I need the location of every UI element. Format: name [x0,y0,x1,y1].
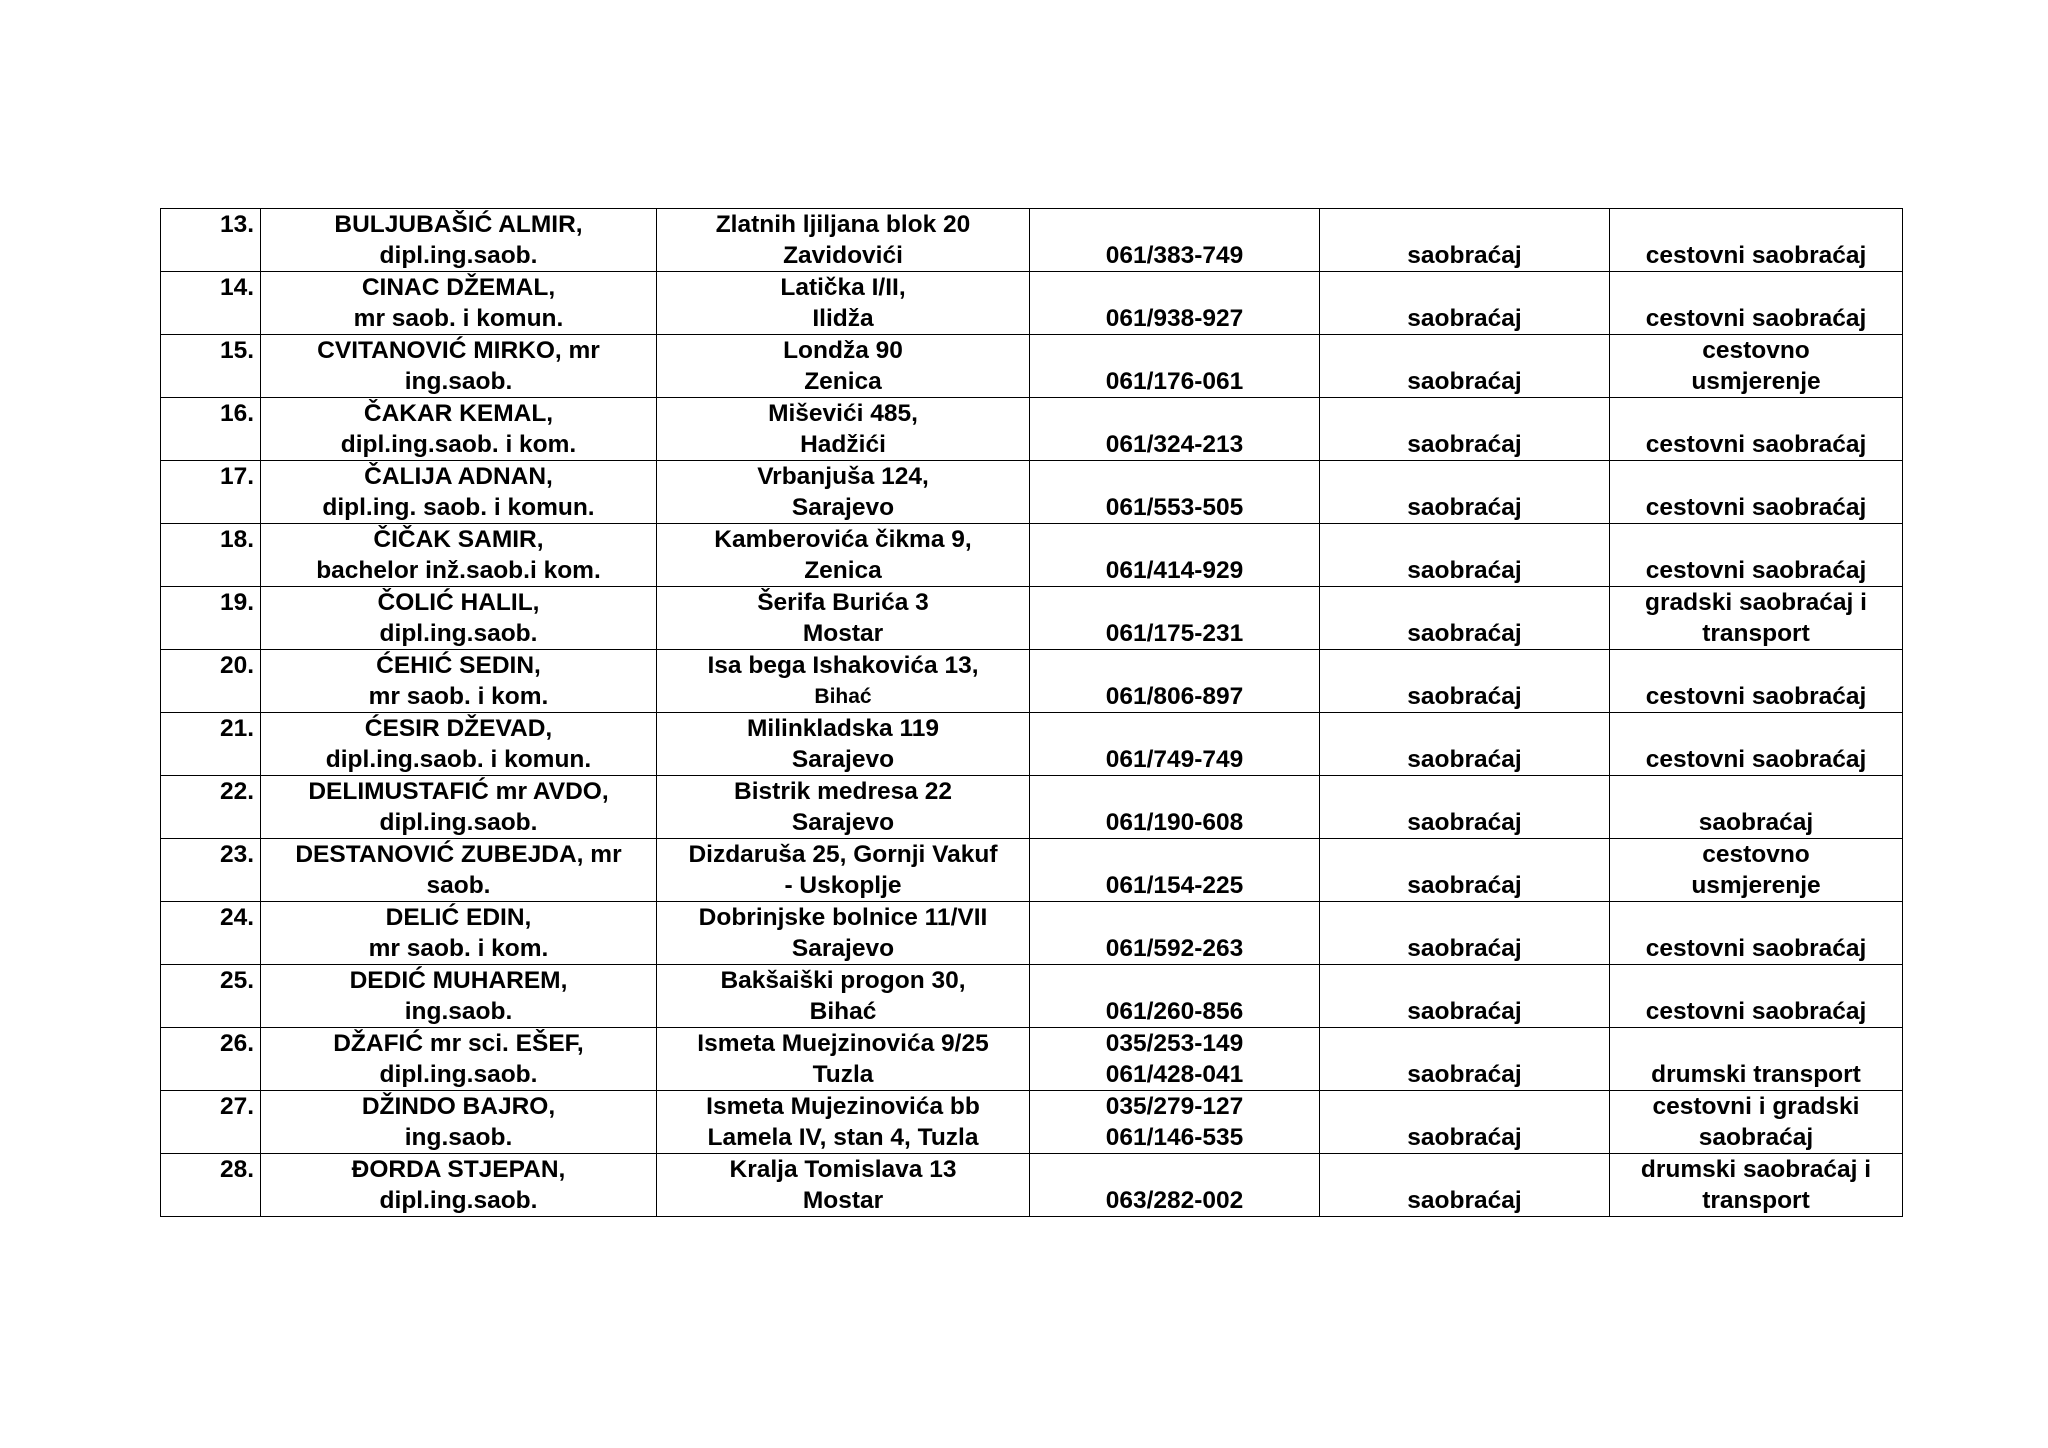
table-row [161,524,1903,587]
name-line: ing.saob. [404,998,513,1025]
address-cell [657,335,1030,398]
address-line: Bihać [809,998,877,1025]
name-line: BULJUBAŠIĆ ALMIR, [334,211,583,238]
name-line: ČAKAR KEMAL, [363,400,554,427]
address-line: Ismeta Muejzinovića 9/25 [697,1030,989,1057]
name-line: ĆESIR DŽEVAD, [364,715,553,742]
address-line: Bakšaiški progon 30, [720,967,966,994]
address-cell [657,461,1030,524]
phone-cell [1030,650,1320,713]
address-line: Mostar [802,620,884,647]
specialty-line: cestovni saobraćaj [1645,431,1867,458]
specialty-line: cestovno [1702,841,1810,868]
table-row [161,335,1903,398]
phone-cell [1030,902,1320,965]
field-text: saobraćaj [1407,683,1522,710]
table-row [161,650,1903,713]
name-cell [261,587,657,650]
field-cell [1320,1028,1610,1091]
row-number-cell [161,1091,261,1154]
phone-line: 063/282-002 [1105,1187,1244,1214]
name-line: CINAC DŽEMAL, [361,274,556,301]
address-cell [657,776,1030,839]
name-line: DŽAFIĆ mr sci. EŠEF, [333,1030,584,1057]
specialty-cell [1610,713,1903,776]
specialty-cell [1610,776,1903,839]
name-cell [261,713,657,776]
specialty-line: transport [1702,620,1810,647]
name-line: ČIČAK SAMIR, [373,526,544,553]
name-line: ing.saob. [404,368,513,395]
row-number: 23. [219,841,254,868]
name-cell [261,650,657,713]
row-number: 25. [219,967,254,994]
address-line: Sarajevo [791,494,895,521]
table-row [161,902,1903,965]
name-line: DELIMUSTAFIĆ mr AVDO, [308,778,609,805]
specialty-cell [1610,1028,1903,1091]
specialty-cell [1610,587,1903,650]
field-cell [1320,650,1610,713]
name-line: bachelor inž.saob.i kom. [316,557,601,584]
row-number-cell [161,1028,261,1091]
address-cell [657,1028,1030,1091]
specialty-line: gradski saobraćaj i [1645,589,1867,616]
phone-line: 061/190-608 [1105,809,1244,836]
name-cell [261,1091,657,1154]
specialty-cell [1610,650,1903,713]
phone-cell [1030,839,1320,902]
row-number-cell [161,776,261,839]
name-line: dipl.ing.saob. [379,1187,538,1214]
address-line: Londža 90 [783,337,903,364]
phone-line: 061/324-213 [1105,431,1244,458]
name-line: saob. [426,872,491,899]
field-text: saobraćaj [1407,557,1522,584]
address-line: Dizdaruša 25, Gornji Vakuf [688,841,998,868]
row-number-cell [161,398,261,461]
specialty-line: cestovni saobraćaj [1645,935,1867,962]
phone-line: 061/938-927 [1105,305,1244,332]
address-line: - Uskoplje [784,872,902,899]
specialty-line: saobraćaj [1698,1124,1814,1151]
phone-line: 061/414-929 [1105,557,1244,584]
address-line: Tuzla [812,1061,874,1088]
field-text: saobraćaj [1407,1187,1522,1214]
address-line: Hadžići [800,431,886,458]
address-line: Latička I/II, [780,274,906,301]
phone-cell [1030,398,1320,461]
name-line: DŽINDO BAJRO, [361,1093,556,1120]
field-cell [1320,965,1610,1028]
address-cell [657,965,1030,1028]
row-number-cell [161,524,261,587]
address-line: Zenica [804,368,882,395]
name-cell [261,1154,657,1217]
registry-table [160,208,1903,1217]
specialty-cell [1610,902,1903,965]
field-cell [1320,209,1610,272]
field-cell [1320,587,1610,650]
name-cell [261,272,657,335]
table-row [161,461,1903,524]
specialty-line: usmjerenje [1691,872,1821,899]
row-number-cell [161,713,261,776]
table-row [161,839,1903,902]
address-line: Mostar [802,1187,884,1214]
specialty-cell [1610,461,1903,524]
field-text: saobraćaj [1407,746,1522,773]
name-line: DESTANOVIĆ ZUBEJDA, mr [295,841,622,868]
field-cell [1320,461,1610,524]
name-line: dipl.ing.saob. [379,620,538,647]
row-number: 20. [219,652,254,679]
name-line: ČOLIĆ HALIL, [377,589,540,616]
address-line: Sarajevo [791,746,895,773]
row-number: 27. [219,1093,254,1120]
field-cell [1320,335,1610,398]
phone-cell [1030,335,1320,398]
row-number: 24. [219,904,254,931]
field-text: saobraćaj [1407,620,1522,647]
specialty-cell [1610,398,1903,461]
field-text: saobraćaj [1407,872,1522,899]
row-number-cell [161,461,261,524]
field-text: saobraćaj [1407,431,1522,458]
address-line: Kamberovića čikma 9, [714,526,972,553]
phone-line: 035/279-127 [1105,1093,1244,1120]
name-cell [261,839,657,902]
address-cell [657,398,1030,461]
field-text: saobraćaj [1407,1124,1522,1151]
specialty-cell [1610,209,1903,272]
table-row [161,1091,1903,1154]
specialty-line: cestovni saobraćaj [1645,998,1867,1025]
phone-cell [1030,1028,1320,1091]
phone-line: 061/592-263 [1105,935,1244,962]
field-cell [1320,902,1610,965]
address-line: Ilidža [812,305,874,332]
name-line: dipl.ing.saob. [379,1061,538,1088]
address-cell [657,713,1030,776]
address-line: Isa bega Ishakovića 13, [707,652,979,679]
phone-cell [1030,776,1320,839]
field-cell [1320,524,1610,587]
address-cell [657,650,1030,713]
phone-cell [1030,1154,1320,1217]
specialty-cell [1610,1154,1903,1217]
specialty-line: cestovni saobraćaj [1645,557,1867,584]
specialty-line: cestovni saobraćaj [1645,242,1867,269]
field-cell [1320,398,1610,461]
field-text: saobraćaj [1407,998,1522,1025]
field-text: saobraćaj [1407,809,1522,836]
specialty-line: cestovni saobraćaj [1645,305,1867,332]
row-number: 28. [219,1156,254,1183]
name-cell [261,209,657,272]
table-row [161,272,1903,335]
registry-table-body [161,209,1903,1217]
phone-line: 061/175-231 [1105,620,1244,647]
row-number: 14. [219,274,254,301]
name-cell [261,965,657,1028]
address-line: Zlatnih ljiljana blok 20 [715,211,971,238]
name-cell [261,335,657,398]
name-line: dipl.ing.saob. i komun. [325,746,592,773]
address-cell [657,902,1030,965]
address-line: Sarajevo [791,935,895,962]
row-number: 26. [219,1030,254,1057]
address-line: Zenica [804,557,882,584]
name-cell [261,902,657,965]
address-cell [657,209,1030,272]
address-line: Dobrinjske bolnice 11/VII [698,904,988,931]
row-number-cell [161,335,261,398]
field-text: saobraćaj [1407,242,1522,269]
name-cell [261,1028,657,1091]
address-line: Bihać [814,685,872,708]
phone-cell [1030,965,1320,1028]
specialty-line: transport [1702,1187,1810,1214]
specialty-cell [1610,335,1903,398]
row-number-cell [161,587,261,650]
name-line: DELIĆ EDIN, [385,904,532,931]
field-cell [1320,272,1610,335]
row-number: 16. [219,400,254,427]
phone-line: 061/260-856 [1105,998,1244,1025]
phone-line: 061/146-535 [1105,1124,1244,1151]
name-line: CVITANOVIĆ MIRKO, mr [317,337,600,364]
field-cell [1320,1091,1610,1154]
specialty-line: cestovni saobraćaj [1645,494,1867,521]
field-text: saobraćaj [1407,305,1522,332]
name-line: ČALIJA ADNAN, [364,463,553,490]
address-cell [657,1154,1030,1217]
field-cell [1320,713,1610,776]
address-line: Vrbanjuša 124, [757,463,929,490]
phone-cell [1030,1091,1320,1154]
specialty-cell [1610,272,1903,335]
specialty-line: cestovni saobraćaj [1645,683,1867,710]
field-cell [1320,839,1610,902]
phone-line: 035/253-149 [1105,1030,1244,1057]
phone-cell [1030,713,1320,776]
row-number-cell [161,209,261,272]
specialty-cell [1610,524,1903,587]
field-cell [1320,776,1610,839]
name-line: ĐORDA STJEPAN, [351,1156,566,1183]
field-cell [1320,1154,1610,1217]
address-line: Kralja Tomislava 13 [729,1156,957,1183]
table-row [161,209,1903,272]
phone-line: 061/553-505 [1105,494,1244,521]
name-cell [261,398,657,461]
address-line: Sarajevo [791,809,895,836]
row-number: 19. [219,589,254,616]
phone-line: 061/749-749 [1105,746,1244,773]
address-line: Milinkladska 119 [746,715,940,742]
name-line: ing.saob. [404,1124,513,1151]
name-cell [261,461,657,524]
name-cell [261,776,657,839]
address-line: Zavidovići [783,242,903,269]
row-number: 15. [219,337,254,364]
phone-line: 061/383-749 [1105,242,1244,269]
specialty-line: drumski transport [1651,1061,1861,1088]
table-row [161,713,1903,776]
address-cell [657,587,1030,650]
address-line: Šerifa Burića 3 [757,589,929,616]
table-row [161,1028,1903,1091]
specialty-cell [1610,1091,1903,1154]
table-row [161,587,1903,650]
field-text: saobraćaj [1407,935,1522,962]
name-line: dipl.ing.saob. [379,809,538,836]
phone-cell [1030,524,1320,587]
specialty-cell [1610,839,1903,902]
row-number: 22. [219,778,254,805]
table-row [161,1154,1903,1217]
phone-cell [1030,587,1320,650]
address-line: Ismeta Mujezinovića bb [706,1093,980,1120]
address-line: Lamela IV, stan 4, Tuzla [707,1124,979,1151]
row-number-cell [161,839,261,902]
name-line: dipl.ing.saob. i kom. [340,431,577,458]
phone-line: 061/154-225 [1105,872,1244,899]
name-line: mr saob. i kom. [368,683,549,710]
table-row [161,776,1903,839]
name-line: ĆEHIĆ SEDIN, [376,652,541,679]
name-line: mr saob. i kom. [368,935,549,962]
phone-cell [1030,272,1320,335]
row-number-cell [161,272,261,335]
row-number: 21. [219,715,254,742]
phone-line: 061/176-061 [1105,368,1244,395]
specialty-line: drumski saobraćaj i [1640,1156,1872,1183]
row-number-cell [161,1154,261,1217]
phone-line: 061/806-897 [1105,683,1244,710]
row-number-cell [161,650,261,713]
row-number: 17. [219,463,254,490]
address-line: Bistrik medresa 22 [734,778,952,805]
address-cell [657,839,1030,902]
row-number-cell [161,902,261,965]
name-line: dipl.ing.saob. [379,242,538,269]
table-row [161,965,1903,1028]
phone-cell [1030,209,1320,272]
specialty-line: cestovni saobraćaj [1645,746,1867,773]
table-row [161,398,1903,461]
phone-line: 061/428-041 [1105,1061,1244,1088]
specialty-line: cestovno [1702,337,1810,364]
field-text: saobraćaj [1407,494,1522,521]
field-text: saobraćaj [1407,1061,1522,1088]
specialty-cell [1610,965,1903,1028]
field-text: saobraćaj [1407,368,1522,395]
row-number-cell [161,965,261,1028]
phone-cell [1030,461,1320,524]
specialty-line: cestovni i gradski [1652,1093,1860,1120]
address-cell [657,524,1030,587]
address-line: Miševići 485, [768,400,918,427]
name-line: mr saob. i komun. [353,305,564,332]
row-number: 13. [219,211,254,238]
address-cell [657,272,1030,335]
specialty-line: usmjerenje [1691,368,1821,395]
row-number: 18. [219,526,254,553]
name-line: dipl.ing. saob. i komun. [322,494,595,521]
address-cell [657,1091,1030,1154]
name-cell [261,524,657,587]
name-line: DEDIĆ MUHAREM, [349,967,568,994]
specialty-line: saobraćaj [1698,809,1814,836]
